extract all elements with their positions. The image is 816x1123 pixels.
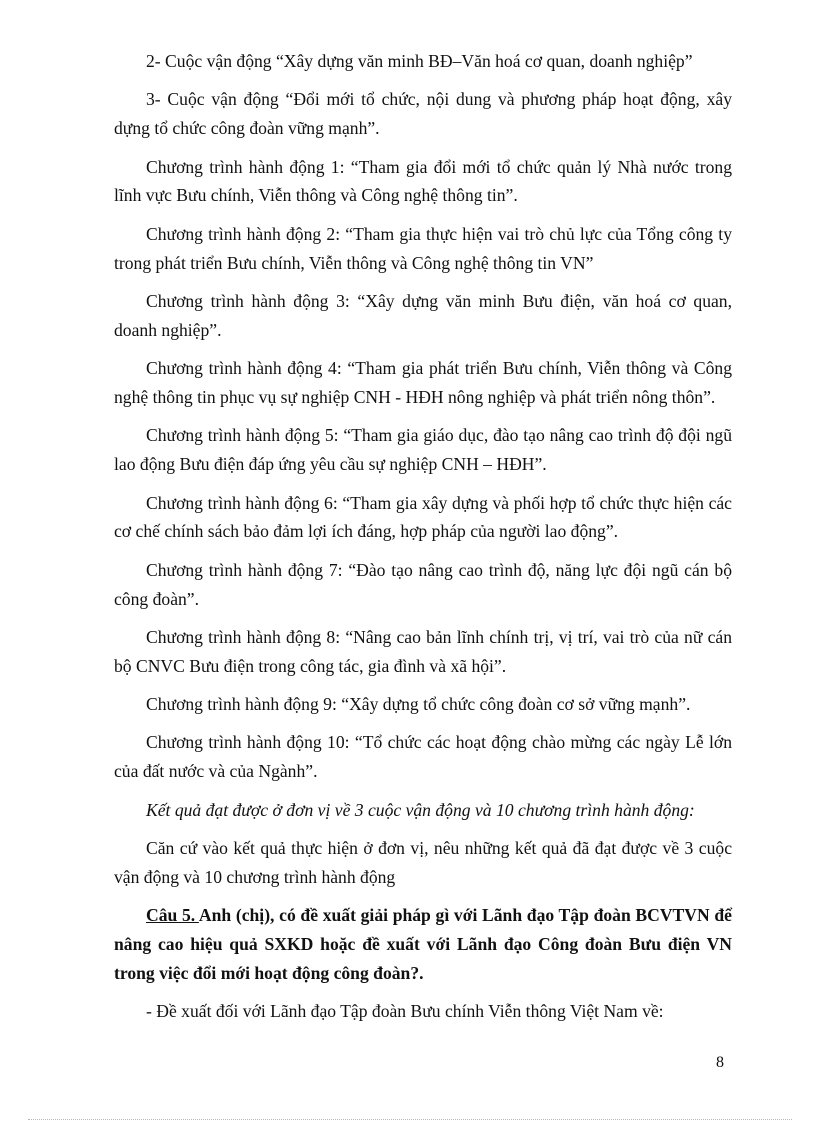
campaign-3-paragraph: 3- Cuộc vận động “Đổi mới tổ chức, nội dung và phương pháp hoạt động, xây dựng tổ chức công đoàn vững mạnh”. — [114, 89, 732, 139]
action-program-1-paragraph: Chương trình hành động 1: “Tham gia đổi mới tổ chức quản lý Nhà nước trong lĩnh vực Bưu chính, Viễn thông và Công nghệ thông tin”. — [114, 156, 732, 206]
question-5-text: Anh (chị), có đề xuất giải pháp gì với Lãnh đạo Tập đoàn BCVTVN để nâng cao hiệu quả SXKD hoặc đề xuất với Lãnh đạo Công đoàn Bưu điện VN trong việc đổi mới hoạt động công đoàn?. — [114, 905, 732, 983]
action-program-10-paragraph: Chương trình hành động 10: “Tổ chức các hoạt động chào mừng các ngày Lễ lớn của đất nước và của Ngành”. — [114, 732, 732, 782]
action-program-4-paragraph: Chương trình hành động 4: “Tham gia phát triển Bưu chính, Viễn thông và Công nghệ thông tin phục vụ sự nghiệp CNH - HĐH nông nghiệp và phát triển nông thôn”. — [114, 358, 732, 407]
results-heading: Kết quả đạt được ở đơn vị về 3 cuộc vận động và 10 chương trình hành động: — [146, 799, 695, 820]
action-program-9-paragraph: Chương trình hành động 9: “Xây dựng tổ chức công đoàn cơ sở vững mạnh”. — [146, 694, 691, 715]
page-body — [114, 47, 732, 1036]
question-5-paragraph — [114, 901, 732, 987]
action-program-7-paragraph: Chương trình hành động 7: “Đào tạo nâng cao trình độ, năng lực đội ngũ cán bộ công đoàn”. — [114, 559, 732, 609]
action-program-8-paragraph: Chương trình hành động 8: “Nâng cao bản lĩnh chính trị, vị trí, vai trò của nữ cán bộ CNVC Bưu điện trong công tác, gia đình và xã hội”. — [114, 626, 732, 676]
action-program-3-paragraph: Chương trình hành động 3: “Xây dựng văn minh Bưu điện, văn hoá cơ quan, doanh nghiệp”. — [114, 290, 732, 340]
question-5-label: Câu 5. — [146, 905, 199, 926]
proposal-line: - Đề xuất đối với Lãnh đạo Tập đoàn Bưu chính Viễn thông Việt Nam về: — [146, 1001, 664, 1022]
action-program-6-paragraph: Chương trình hành động 6: “Tham gia xây dựng và phối hợp tổ chức thực hiện các cơ chế chính sách bảo đảm lợi ích đáng, hợp pháp của người lao động”. — [114, 492, 732, 542]
results-paragraph: Căn cứ vào kết quả thực hiện ở đơn vị, nêu những kết quả đã đạt được về 3 cuộc vận động và 10 chương trình hành động — [114, 838, 732, 887]
campaign-2-paragraph: 2- Cuộc vận động “Xây dựng văn minh BĐ–Văn hoá cơ quan, doanh nghiệp” — [146, 51, 693, 71]
action-program-2-paragraph: Chương trình hành động 2: “Tham gia thực hiện vai trò chủ lực của Tổng công ty trong phát triển Bưu chính, Viễn thông và Công nghệ thông tin VN” — [114, 223, 732, 273]
page-number: 8 — [716, 1054, 724, 1071]
footer-dotted-rule — [28, 1119, 792, 1120]
action-program-5-paragraph: Chương trình hành động 5: “Tham gia giáo dục, đào tạo nâng cao trình độ đội ngũ lao động Bưu điện đáp ứng yêu cầu sự nghiệp CNH – HĐH”. — [114, 425, 732, 475]
